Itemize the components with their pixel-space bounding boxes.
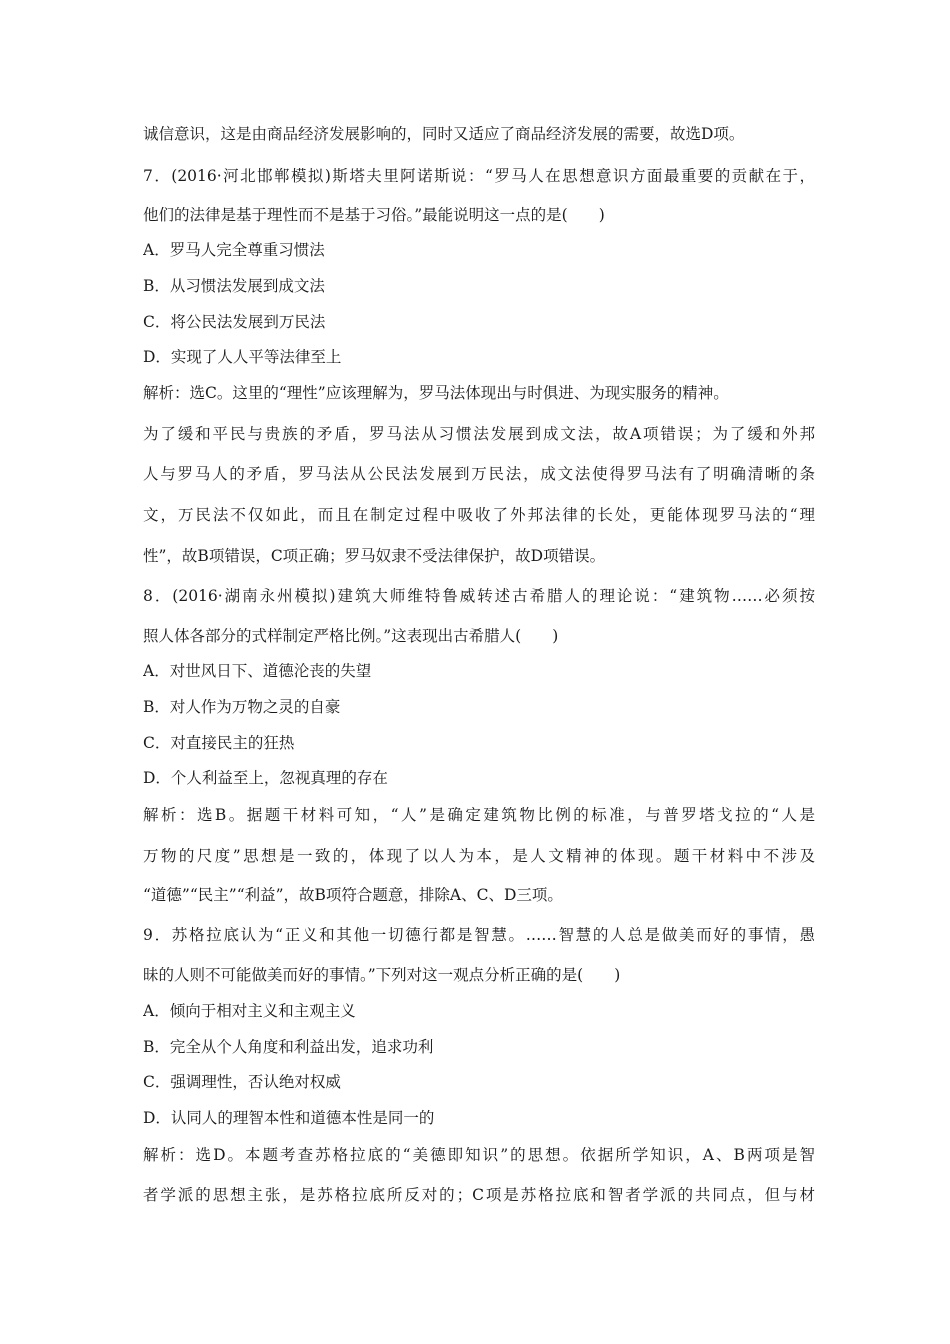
question-8-option-d: D．个人利益至上，忽视真理的存在	[143, 769, 388, 787]
question-9-option-b: B．完全从个人角度和利益出发，追求功利	[143, 1038, 434, 1056]
question-9-analysis-line-1: 解析：选D。本题考查苏格拉底的“美德即知识”的思想。依据所学知识，A、B两项是智	[143, 1146, 815, 1164]
question-7-analysis-line-5: 性”，故B项错误，C项正确；罗马奴隶不受法律保护，故D项错误。	[143, 547, 606, 565]
question-7-analysis-line-4: 文，万民法不仅如此，而且在制定过程中吸收了外邦法律的长处，更能体现罗马法的“理	[143, 506, 815, 524]
question-7-option-b: B．从习惯法发展到成文法	[143, 277, 325, 295]
text-line-1: 诚信意识，这是由商品经济发展影响的，同时又适应了商品经济发展的需要，故选D项。	[143, 125, 745, 143]
question-8-option-b: B．对人作为万物之灵的自豪	[143, 698, 341, 716]
question-8-analysis-line-3: “道德”“民主”“利益”，故B项符合题意，排除A、C、D三项。	[143, 886, 563, 904]
question-8-analysis-line-2: 万物的尺度”思想是一致的，体现了以人为本，是人文精神的体现。题干材料中不涉及	[143, 847, 815, 865]
question-8-analysis-line-1: 解析：选B。据题干材料可知，“人”是确定建筑物比例的标准，与普罗塔戈拉的“人是	[143, 806, 815, 824]
question-7-stem-line-1: 7．(2016·河北邯郸模拟)斯塔夫里阿诺斯说：“罗马人在思想意识方面最重要的贡献在于，	[143, 167, 815, 185]
question-8-stem-line-1: 8．(2016·湖南永州模拟)建筑大师维特鲁威转述古希腊人的理论说：“建筑物……必须按	[143, 587, 815, 605]
question-8-option-c: C．对直接民主的狂热	[143, 734, 295, 752]
question-9-option-c: C．强调理性，否认绝对权威	[143, 1073, 341, 1091]
question-7-stem-line-2: 他们的法律是基于理性而不是基于习俗。”最能说明这一点的是( )	[143, 206, 605, 224]
question-7-option-a: A．罗马人完全尊重习惯法	[143, 241, 325, 259]
question-8-option-a: A．对世风日下、道德沦丧的失望	[143, 662, 372, 680]
question-7-analysis-line-2: 为了缓和平民与贵族的矛盾，罗马法从习惯法发展到成文法，故A项错误；为了缓和外邦	[143, 425, 815, 443]
question-9-option-d: D．认同人的理智本性和道德本性是同一的	[143, 1109, 435, 1127]
question-9-analysis-line-2: 者学派的思想主张，是苏格拉底所反对的；C项是苏格拉底和智者学派的共同点，但与材	[143, 1186, 815, 1204]
question-8-stem-line-2: 照人体各部分的式样制定严格比例。”这表现出古希腊人( )	[143, 627, 559, 645]
question-7-option-c: C．将公民法发展到万民法	[143, 313, 326, 331]
question-9-option-a: A．倾向于相对主义和主观主义	[143, 1002, 356, 1020]
question-9-stem-line-2: 昧的人则不可能做美而好的事情。”下列对这一观点分析正确的是( )	[143, 966, 621, 984]
question-7-option-d: D．实现了人人平等法律至上	[143, 348, 342, 366]
question-7-analysis-line-3: 人与罗马人的矛盾，罗马法从公民法发展到万民法，成文法使得罗马法有了明确清晰的条	[143, 465, 815, 483]
question-7-analysis-line-1: 解析：选C。这里的“理性”应该理解为，罗马法体现出与时俱进、为现实服务的精神。	[143, 384, 729, 402]
question-9-stem-line-1: 9．苏格拉底认为“正义和其他一切德行都是智慧。……智慧的人总是做美而好的事情，愚	[143, 926, 815, 944]
